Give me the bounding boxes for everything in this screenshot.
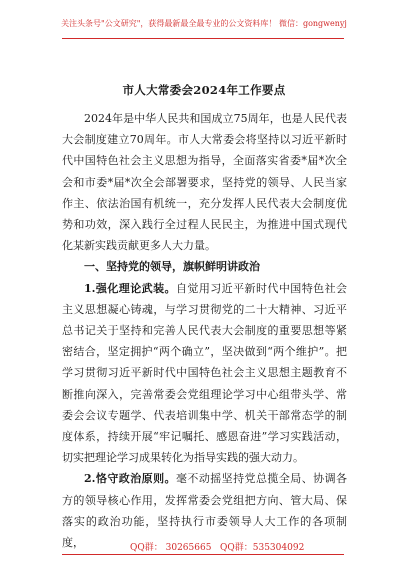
section-heading: 一、坚持党的领导，旗帜鲜明讲政治: [84, 260, 260, 274]
document-title: 市人大常委会2024年工作要点: [122, 83, 286, 97]
item-text-2: 毫不动摇坚持党总揽全局、协调各方的领导核心作用，发挥常委会党组把方向、管大局、保落实的政治功能，坚持执行市委领导人大工作的各项制度，: [62, 472, 348, 550]
footer-qq-group-2: QQ群：535304092: [220, 543, 305, 553]
footer-divider: [62, 554, 344, 555]
header-divider: [62, 38, 344, 39]
intro-paragraph: 2024年是中华人民共和国成立75周年，也是人民代表大会制度建立70周年。市人大常委会将坚持以习近平新时代中国特色社会主义思想为指导，全面落实省委*届*次全会和市委*届*次全会部署要求，坚持党的领导、人民当家作主、依法治国有机统一，充分发挥人民代表大会制度优势和功效，深入践行全过程人民民主，为推进中国式现代化某新实践贡献更多人大力量。: [62, 112, 347, 253]
document-body: [62, 108, 347, 553]
item-lead-1: 1.强化理论武装。: [84, 281, 176, 295]
item-paragraph-1: [62, 278, 347, 469]
item-text-1: 自觉用习近平新时代中国特色社会主义思想凝心铸魂，与学习贯彻党的二十大精神、习近平总书记关于坚持和完善人民代表大会制度的重要思想等紧密结合，坚定拥护“两个确立”，坚决做到“两个维护”。把学习贯彻习近平新时代中国特色社会主义思想主题教育不断推向深入，完善常委会党组理论学习中心组带头学、常委会会议专题学、代表培训集中学、机关干部常态学的制度体系，持续开展“牢记嘱托、感恩奋进”学习实践活动，切实把理论学习成果转化为指导实践的强大动力。: [62, 281, 348, 465]
item-lead-2: 2.恪守政治原则。: [84, 472, 176, 486]
footer-qq-group-1: QQ群： 30265665: [130, 543, 212, 553]
header-banner: 关注头条号"公文研究"，获得最新最全最专业的公文资料库！ 微信：gongwenyj: [61, 19, 347, 28]
